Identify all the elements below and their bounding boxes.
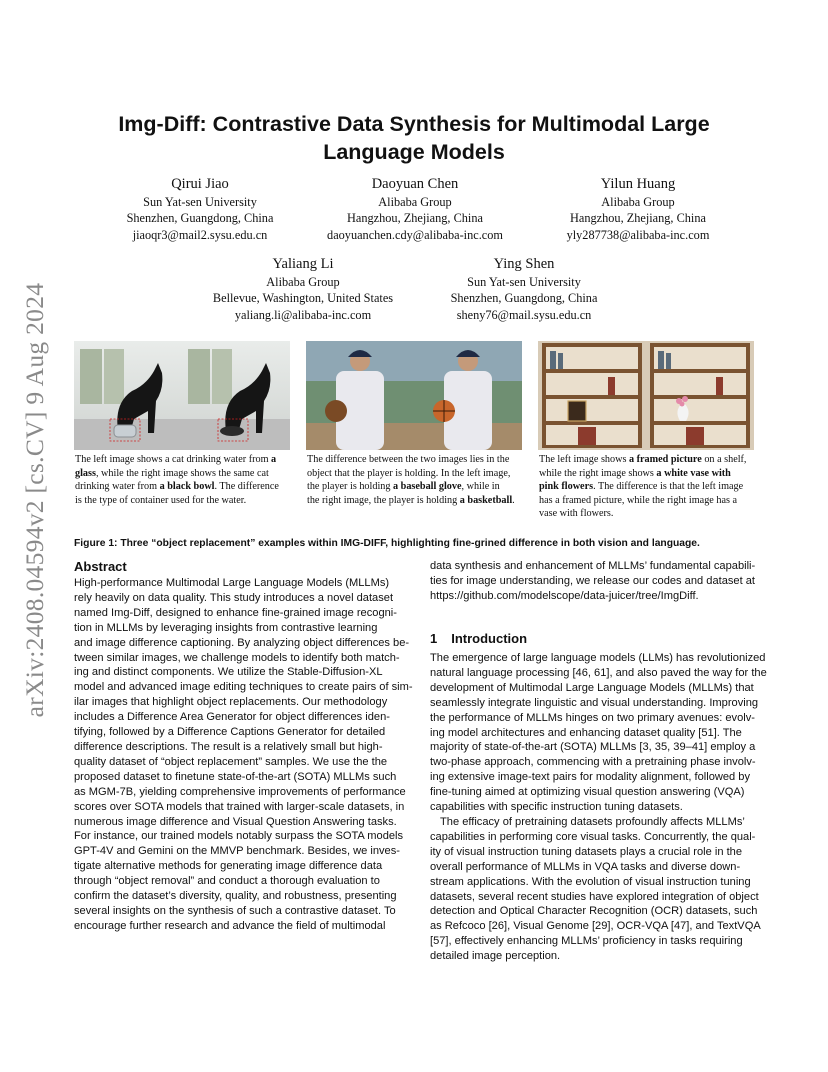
caption-line: drinking water from a black bowl. The difference — [75, 481, 279, 493]
text-line: tigate alternative methods for generating image difference data — [74, 860, 383, 873]
author-email[interactable]: jiaoqr3@mail2.sysu.edu.cn — [132, 227, 268, 242]
text-line: and image difference captioning. By analyzing object differences be- — [74, 636, 410, 649]
text-line: stream applications. With the evolution of visual instruction tuning — [430, 875, 751, 888]
caption-line: the right image, the player is holding a basketball. — [307, 494, 515, 506]
title-line-1: Img-Diff: Contrastive Data Synthesis for Multimodal Large — [118, 112, 710, 136]
text-line: confirm the dataset’s diversity, quality, and robustness, presenting — [74, 890, 397, 903]
arxiv-stamp: arXiv:2408.04594v2 [cs.CV] 9 Aug 2024 — [20, 282, 49, 718]
author-name: Daoyuan Chen — [371, 176, 459, 192]
text-line: numerous image difference and Visual Question Answering tasks. — [74, 815, 397, 828]
abstract-body — [74, 576, 413, 934]
text-line: tween similar images, we challenge models to identify both match- — [74, 651, 400, 664]
author-block — [300, 175, 530, 243]
text-line: development of Multimodal Large Language Models (MLLMs) that — [430, 681, 754, 694]
text-line: overall performance of MLLMs in VQA tasks and diverse down- — [430, 860, 741, 873]
author-block — [409, 255, 639, 323]
figure-caption-baseball — [307, 453, 529, 507]
text-line: ilar images that highlight object replacements. Our methodology — [74, 696, 388, 709]
author-name: Yaliang Li — [272, 256, 334, 272]
caption-line: The difference between the two images lies in the — [307, 454, 510, 465]
text-line: scores over SOTA models that trained with larger-scale datasets, in — [74, 800, 405, 813]
text-line: [57], effectively enhancing MLLMs’ proficiency in tasks requiring — [430, 935, 743, 948]
text-line: ing extensive image-text pairs for modality alignment, followed by — [430, 771, 751, 784]
author-location: Bellevue, Washington, United States — [212, 291, 394, 306]
author-email[interactable]: yaliang.li@alibaba-inc.com — [234, 307, 372, 322]
text-line: capabilities with specific instruction tuning datasets. — [430, 801, 683, 814]
text-line: rely heavily on data quality. This study introduces a novel dataset — [74, 591, 394, 604]
text-line: https://github.com/modelscope/data-juicer/tree/ImgDiff. — [430, 589, 699, 602]
author-location: Shenzhen, Guangdong, China — [126, 211, 274, 226]
text-line: model and advanced image editing techniques to create pairs of sim- — [74, 681, 413, 694]
caption-line: The left image shows a cat drinking water from a — [75, 454, 277, 465]
paper-title — [80, 110, 748, 166]
text-line: encourage further research and advance the field of multimodal — [74, 919, 386, 932]
author-affiliation: Alibaba Group — [378, 195, 452, 209]
text-line: as MGM-7B, yielding comprehensive improvements of performance — [74, 785, 406, 798]
author-block — [523, 175, 753, 243]
text-line: ing and distinct components. We utilize the Stable-Diffusion-XL — [74, 666, 383, 679]
caption-line: vase with flowers. — [539, 508, 614, 520]
author-block — [188, 255, 418, 323]
text-line: several insights on the synthesis of such a contrastive dataset. To — [74, 904, 396, 917]
caption-bold-term: a — [271, 454, 277, 465]
author-location: Hangzhou, Zhejiang, China — [570, 211, 706, 226]
figure-main-caption: Figure 1: Three “object replacement” examples within IMG-DIFF, highlighting fine-grined difference in both vision and language. — [74, 538, 700, 549]
author-email[interactable]: sheny76@mail.sysu.edu.cn — [456, 307, 592, 322]
caption-bold-term: a baseball glove — [393, 481, 462, 493]
author-name: Ying Shen — [493, 256, 555, 272]
text-line: quality dataset of “object replacement” samples. We use the the — [74, 755, 388, 768]
text-line: through “object removal” and conduct a thorough evaluation to — [74, 875, 380, 888]
text-line: proposed dataset to finetune state-of-the-art (SOTA) MLLMs such — [74, 770, 397, 783]
caption-line: pink flowers. The difference is that the left image — [539, 481, 744, 493]
abstract-heading: Abstract — [74, 559, 127, 574]
author-affiliation: Alibaba Group — [266, 275, 340, 289]
title-line-2: Language Models — [323, 140, 505, 164]
caption-line: glass, while the right image shows the same cat — [75, 467, 269, 479]
caption-bold-term: a framed picture — [628, 454, 702, 465]
figure-image-baseball — [306, 341, 522, 450]
text-line: natural language processing [46, 61], and also paved the way for the — [430, 666, 767, 679]
text-line: fine-tuning aimed at optimizing visual question answering (VQA) — [430, 786, 745, 799]
text-line: as Refcoco [26], Visual Genome [29], OCR-VQA [47], and TextVQA — [430, 920, 761, 933]
text-line: High-performance Multimodal Large Language Models (MLLMs) — [74, 577, 390, 589]
caption-bold-term: a white vase with — [656, 467, 731, 479]
section-number: 1 — [430, 631, 438, 646]
text-line: The efficacy of pretraining datasets profoundly affects MLLMs’ — [440, 816, 745, 828]
text-line: detailed image perception. — [430, 950, 561, 963]
caption-bold-term: a basketball — [459, 494, 513, 506]
text-line: majority of state-of-the-art (SOTA) MLLMs [3, 35, 39–41] employ a — [430, 741, 756, 754]
section-title: Introduction — [451, 631, 528, 646]
text-line: seamlessly integrate linguistic and visual understanding. Improving — [430, 696, 759, 709]
text-line: includes a Difference Area Generator for object differences iden- — [74, 711, 390, 724]
text-line: datasets, several recent studies have explored integration of object — [430, 890, 759, 903]
author-email[interactable]: daoyuanchen.cdy@alibaba-inc.com — [327, 227, 503, 242]
text-line: GPT-4V and Gemini on the MMVP benchmark. Besides, we inves- — [74, 845, 400, 858]
text-line: ties for image understanding, we release our codes and dataset at — [430, 574, 756, 587]
caption-line: while the right image shows a white vase with — [539, 467, 731, 479]
right-continuation — [430, 559, 755, 604]
text-line: named Img-Diff, designed to enhance fine-grained image recogni- — [74, 606, 397, 619]
text-line: data synthesis and enhancement of MLLMs’ fundamental capabili- — [430, 560, 756, 572]
author-affiliation: Sun Yat-sen University — [467, 275, 581, 289]
caption-line: is the type of container used for the water. — [75, 494, 247, 506]
author-affiliation: Sun Yat-sen University — [143, 195, 257, 209]
text-line: tion in MLLMs by leveraging insights from contrastive learning — [74, 621, 378, 634]
text-line: tifying, followed by a Difference Captions Generator for detailed — [74, 726, 386, 739]
figure-image-shelf — [538, 341, 754, 450]
author-email[interactable]: yly287738@alibaba-inc.com — [566, 227, 710, 242]
text-line: two-phase approach, commencing with a pretraining phase involv- — [430, 756, 756, 769]
text-line: difference descriptions. The result is a relatively small but high- — [74, 740, 383, 753]
caption-line: has a framed picture, while the right image has a — [539, 494, 738, 506]
text-line: ing model architectures and enhancing dataset quality [51]. The — [430, 726, 742, 739]
text-line: capabilities in performing core visual tasks. Concurrently, the qual- — [430, 830, 756, 843]
caption-line: object that the player is holding. In the left image, — [307, 467, 511, 479]
author-location: Hangzhou, Zhejiang, China — [347, 211, 483, 226]
caption-bold-term: pink flowers — [539, 481, 594, 493]
figure-image-cat — [74, 341, 290, 450]
author-affiliation: Alibaba Group — [601, 195, 675, 209]
text-line: For instance, our trained models notably surpass the SOTA models — [74, 830, 404, 843]
introduction-para-1 — [430, 651, 767, 815]
text-line: ity of visual instruction tuning datasets plays a crucial role in the — [430, 845, 743, 858]
caption-bold-term: glass — [75, 467, 96, 479]
text-line: the performance of MLLMs hinges on two primary avenues: evolv- — [430, 711, 755, 724]
caption-bold-term: a black bowl — [159, 481, 215, 493]
introduction-heading — [430, 631, 527, 646]
author-name: Yilun Huang — [600, 176, 676, 192]
figure-caption-cat — [75, 453, 297, 507]
author-block — [85, 175, 315, 243]
introduction-para-2 — [430, 815, 761, 964]
author-name: Qirui Jiao — [171, 176, 229, 192]
caption-line: The left image shows a framed picture on a shelf, — [539, 454, 747, 465]
text-line: The emergence of large language models (LLMs) has revolutionized — [430, 652, 766, 664]
author-location: Shenzhen, Guangdong, China — [450, 291, 598, 306]
caption-line: the player is holding a baseball glove, while in — [307, 481, 500, 493]
text-line: detection and Optical Character Recognition (OCR) datasets, such — [430, 905, 758, 918]
figure-caption-shelf — [539, 453, 761, 521]
